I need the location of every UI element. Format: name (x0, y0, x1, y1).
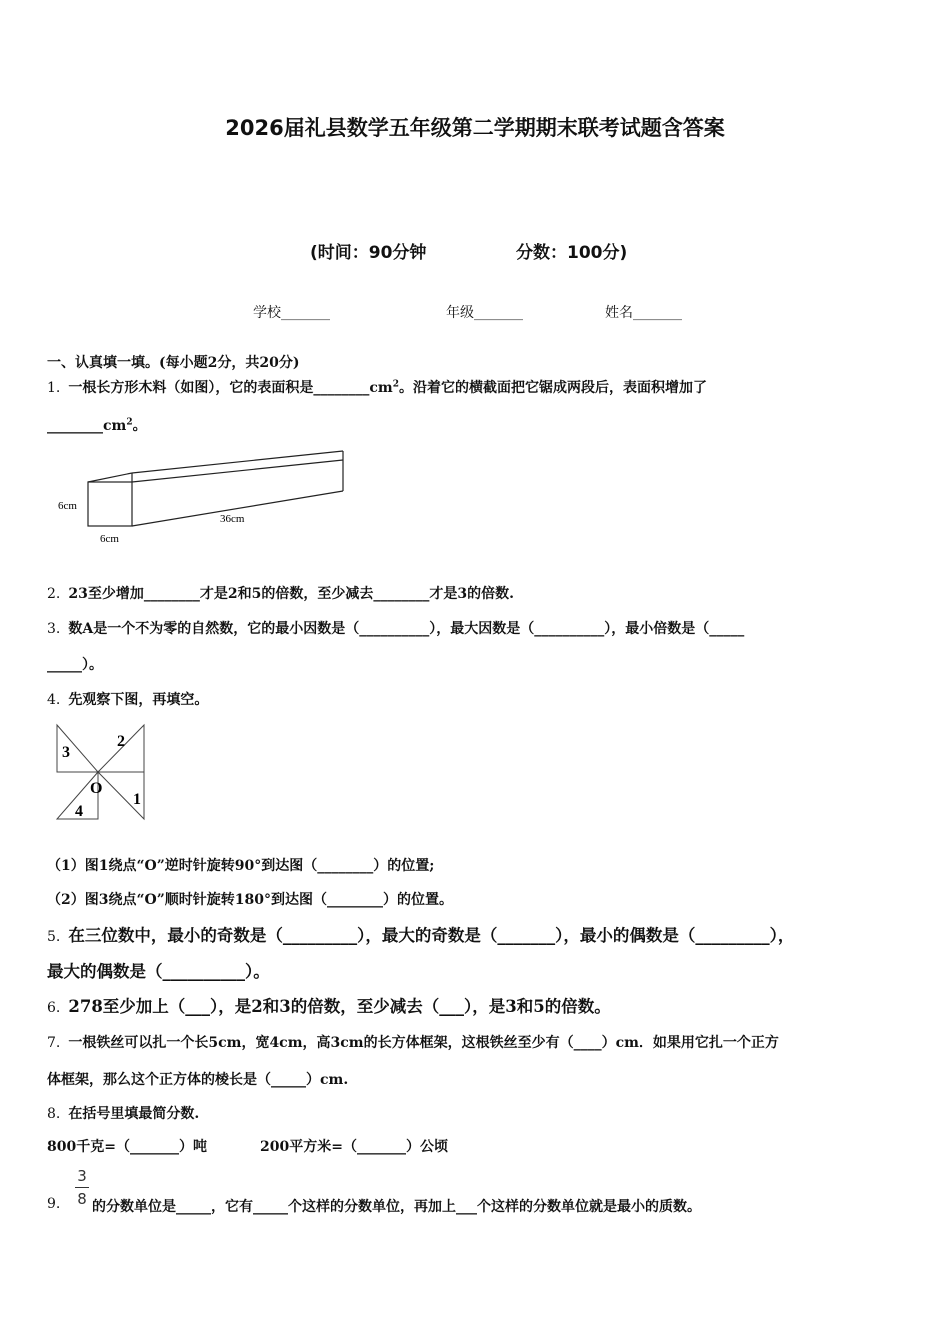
question-number: 3. (47, 621, 61, 637)
exam-score: 分数：100分) (516, 243, 628, 263)
grade-field: 年级_______ (446, 305, 523, 321)
document-title: 2026届礼县数学五年级第二学期期末联考试题含答案 (225, 116, 725, 140)
school-field: 学校_______ (253, 305, 330, 321)
question-number: 1. (47, 380, 61, 396)
question-6: 6. 278至少加上（___），是2和3的倍数，至少减去（___），是3和5的倍数。 (47, 997, 611, 1016)
question-3-continued: _____）。 (47, 657, 103, 673)
label-2: 2 (117, 733, 125, 750)
label-3: 3 (62, 744, 70, 761)
question-1: 1. 一根长方形木料（如图），它的表面积是$\_\_\_\_\_\_\_\_cm^2$。沿着它的横截面把它锯成两段后，表面积增加了 (47, 379, 707, 396)
fraction-bar (75, 1187, 89, 1188)
question-number: 5. (47, 929, 61, 945)
question-number: 4. (47, 692, 61, 708)
question-4: 4. 先观察下图，再填空。 (47, 692, 209, 708)
question-number: 8. (47, 1106, 61, 1122)
label-4: 4 (75, 803, 83, 820)
figure-width-label: 6cm (100, 533, 119, 545)
question-5: 5. 在三位数中，最小的奇数是（_________），最大的奇数是（_______），最小的偶数是（_________）， (47, 926, 795, 945)
cuboid-figure (50, 445, 360, 555)
figure-height-label: 6cm (58, 500, 77, 512)
question-number: 7. (47, 1035, 61, 1051)
fraction-three-eighths (74, 1166, 90, 1209)
question-4-part-2: （2）图3绕点“O”顺时针旋转180°到达图（________）的位置。 (47, 892, 454, 908)
question-1-continued: $\_\_\_\_\_\_\_\_cm^2$。 (47, 417, 147, 434)
section-heading: 一、认真填一填。(每小题2分，共20分) (47, 355, 300, 371)
question-7-continued: 体框架，那么这个正方体的棱长是（_____）cm. (47, 1072, 349, 1088)
exam-time: (时间：90分钟 (310, 243, 427, 263)
question-2: 2. 23至少增加________才是2和5的倍数，至少减去________才是3的倍数. (47, 586, 514, 602)
question-number: 9. (47, 1196, 61, 1212)
question-8: 8. 在括号里填最简分数. (47, 1106, 200, 1122)
question-4-part-1: （1）图1绕点“O”逆时针旋转90°到达图（________）的位置; (47, 858, 435, 874)
label-1: 1 (133, 791, 141, 808)
question-number: 6. (47, 1000, 61, 1016)
name-field: 姓名_______ (605, 305, 682, 321)
fraction-denominator: 8 (77, 1190, 87, 1208)
question-7: 7. 一根铁丝可以扎一个长5cm，宽4cm，高3cm的长方体框架，这根铁丝至少有（____）cm．如果用它扎一个正方 (47, 1035, 779, 1051)
question-8-part-b: 200平方米=（_______）公顷 (260, 1139, 448, 1155)
question-8-part-a: 800千克=（_______）吨 (47, 1139, 207, 1155)
label-o: O (90, 780, 103, 797)
cuboid-front-face (88, 482, 132, 526)
question-9: 的分数单位是_____，它有_____个这样的分数单位，再加上___个这样的分数单位就是最小的质数。 (92, 1199, 701, 1215)
question-9-number (47, 1196, 68, 1212)
question-number: 2. (47, 586, 61, 602)
question-3: 3. 数A是一个不为零的自然数，它的最小因数是（__________），最大因数是（__________），最小倍数是（_____ (47, 621, 745, 637)
fraction-numerator: 3 (77, 1167, 87, 1185)
figure-length-label: 36cm (220, 513, 245, 525)
question-5-continued: 最大的偶数是（__________）。 (47, 962, 270, 981)
rotation-figure (50, 720, 155, 825)
